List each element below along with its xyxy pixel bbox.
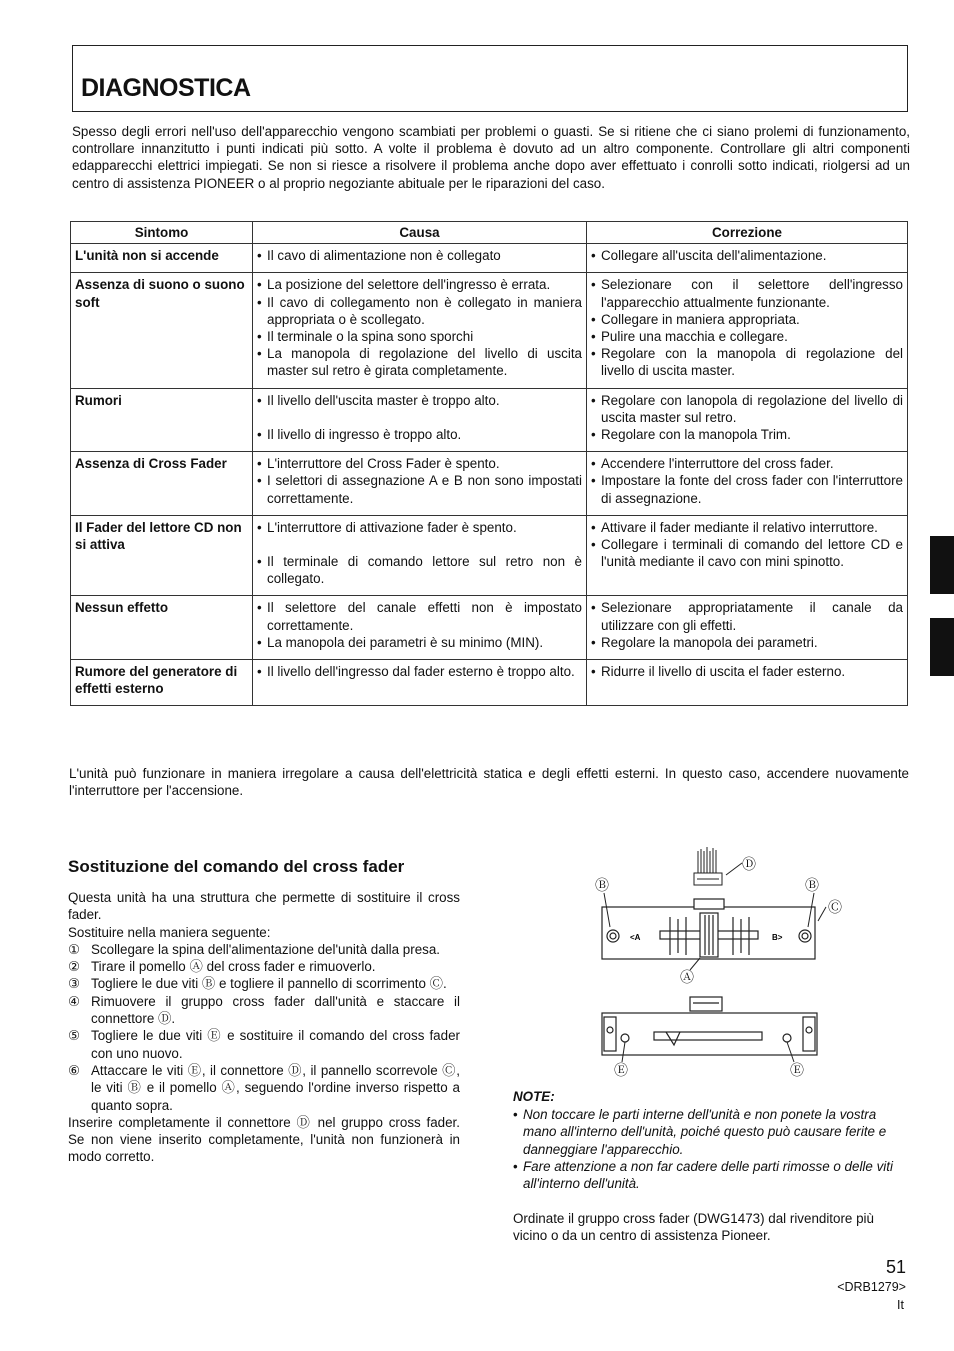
cause-cell [253, 388, 587, 452]
table-header-row [71, 222, 908, 244]
fix-item: • Impostare la fonte del cross fader con l'interruttore di assegnazione. [591, 472, 903, 506]
fix-item: • Regolare con la manopola di regolazione del livello di uscita master. [591, 345, 903, 379]
label-c: Ⓒ [828, 899, 842, 915]
section-outro: Inserire completamente il connettore Ⓓ nel gruppo cross fader. Se non viene inserito completamente, l'unità non funzionerà in modo corretto. [68, 1114, 460, 1165]
note-list [513, 1106, 907, 1192]
section-intro: Questa unità ha una struttura che permette di sostituire il cross fader. [68, 890, 460, 923]
section-tab-marker [930, 536, 954, 594]
cause-cell [253, 515, 587, 596]
order-paragraph: Ordinate il gruppo cross fader (DWG1473) dal rivenditore più vicino o da un centro di assistenza Pioneer. [513, 1211, 874, 1244]
table-row [71, 273, 908, 388]
fix-item: • Regolare con lanopola di regolazione del livello di uscita master sul retro. [591, 392, 903, 426]
fix-item: • Selezionare con il selettore dell'ingresso l'apparecchio attualmente funzionante. [591, 276, 903, 310]
table-row [71, 388, 908, 452]
fix-item: • Regolare la manopola dei parametri. [591, 634, 903, 651]
symptom-cell: Assenza di suono o suono soft [71, 273, 253, 388]
step-number: ⑤ [68, 1028, 81, 1044]
intro-paragraph: Spesso degli errori nell'uso dell'apparecchio vengono scambiati per problemi o guasti. Se si ritiene che ci siano prolemi di funzionamento, controllare innanzitutto i punti indicati più sotto. A volte il problema è dovuto ad un altro componente. Controllare gli altri componenti edapparecchi elettrici impiegati. Se non si riesce a risolvere il problema anche dopo aver effettuato i conrolli sotto indicati, riolgersi ad un centro di assistenza PIONEER o al proprio negoziante abituale per le riparazioni del caso. [72, 124, 910, 191]
steps-list [68, 941, 460, 1114]
fix-cell [587, 515, 908, 596]
step-number: ① [68, 941, 81, 957]
step-text: Attaccare le viti Ⓔ, il connettore Ⓓ, il pannello scorrevole Ⓒ, le viti Ⓑ e il pomello Ⓐ, seguendo l'ordine inverso rispetto a quanto sopra. [91, 1062, 460, 1113]
cause-item: • Il livello dell'ingresso dal fader esterno è troppo alto. [257, 663, 582, 680]
table-row [71, 660, 908, 706]
cause-item: • Il selettore del canale effetti non è impostato correttamente. [257, 599, 582, 633]
slot-label-b: B> [772, 933, 783, 942]
table-row [71, 244, 908, 273]
step-text: Togliere le due viti Ⓑ e togliere il pannello di scorrimento Ⓒ. [91, 976, 447, 992]
section-tab-marker [930, 618, 954, 676]
label-b-right: Ⓑ [805, 877, 819, 893]
header-cause: Causa [253, 222, 587, 244]
step-item [68, 958, 460, 975]
step-text: Tirare il pomello Ⓐ del cross fader e rimuoverlo. [91, 959, 376, 975]
cause-cell [253, 273, 587, 388]
instructions-column [68, 889, 460, 1166]
symptom-cell: Assenza di Cross Fader [71, 452, 253, 516]
fix-cell [587, 596, 908, 660]
fix-item: • Selezionare appropriatamente il canale da utilizzare con gli effetti. [591, 599, 903, 633]
step-item [68, 993, 460, 1028]
label-b-left: Ⓑ [595, 877, 609, 893]
fix-item: • Collegare i terminali di comando del lettore CD e l'unità mediante il cavo con mini spinotto. [591, 536, 903, 570]
cause-item: • Il cavo di alimentazione non è collegato [257, 247, 582, 264]
label-d: Ⓓ [742, 856, 756, 872]
header-symptom: Sintomo [71, 222, 253, 244]
fix-item: • Regolare con la manopola Trim. [591, 426, 903, 443]
symptom-cell: Nessun effetto [71, 596, 253, 660]
cause-item: • L'interruttore del Cross Fader è spento. [257, 455, 582, 472]
cause-item: • Il terminale o la spina sono sporchi [257, 328, 582, 345]
cause-item: • La manopola di regolazione del livello di uscita master sul retro è girata completamente. [257, 345, 582, 379]
diagnostics-table [70, 221, 908, 706]
label-e-right: Ⓔ [790, 1062, 804, 1078]
section-intro-2: Sostituire nella maniera seguente: [68, 924, 271, 940]
note-block [513, 1088, 907, 1192]
table-row [71, 596, 908, 660]
step-number: ③ [68, 976, 81, 992]
title-box [72, 45, 908, 112]
section-title: Sostituzione del comando del cross fader [68, 857, 405, 876]
step-number: ④ [68, 993, 81, 1009]
symptom-cell: L'unità non si accende [71, 244, 253, 273]
cause-cell [253, 452, 587, 516]
cause-item: • L'interruttore di attivazione fader è spento. [257, 519, 582, 536]
cross-fader-diagram [590, 845, 840, 1085]
document-code: <DRB1279> [837, 1280, 906, 1294]
fader-assembly [602, 997, 817, 1055]
cause-item: • I selettori di assegnazione A e B non sono impostati correttamente. [257, 472, 582, 506]
note-title: NOTE: [513, 1089, 555, 1104]
cause-item: • La manopola dei parametri è su minimo (MIN). [257, 634, 582, 651]
page-number: 51 [885, 1257, 906, 1277]
static-note-paragraph: L'unità può funzionare in maniera irregolare a causa dell'elettricità statica e degli effetti esterni. In questo caso, accendere nuovamente l'interruttore per l'accensione. [69, 766, 909, 798]
slot-label-a: <A [630, 933, 641, 942]
fix-item: • Pulire una macchia e collegare. [591, 328, 903, 345]
fix-item: • Collegare in maniera appropriata. [591, 311, 903, 328]
label-e-left: Ⓔ [614, 1062, 628, 1078]
step-number: ⑥ [68, 1062, 81, 1078]
page-title: DIAGNOSTICA [81, 74, 251, 102]
symptom-cell: Rumore del generatore di effetti esterno [71, 660, 253, 706]
cause-item: • La posizione del selettore dell'ingresso è errata. [257, 276, 582, 293]
step-text: Rimuovere il gruppo cross fader dall'unità e staccare il connettore Ⓓ. [91, 993, 460, 1027]
fix-item: • Collegare all'uscita dell'alimentazione. [591, 247, 903, 264]
cause-item: • Il cavo di collegamento non è collegato in maniera appropriata o è scollegato. [257, 294, 582, 328]
cause-cell [253, 660, 587, 706]
fix-cell [587, 388, 908, 452]
symptom-cell: Rumori [71, 388, 253, 452]
cause-item: • Il terminale di comando lettore sul retro non è collegato. [257, 553, 582, 587]
cause-item: • Il livello di ingresso è troppo alto. [257, 426, 582, 443]
header-fix: Correzione [587, 222, 908, 244]
note-item: • Fare attenzione a non far cadere delle parti rimosse o delle viti all'interno dell'unità. [513, 1158, 907, 1192]
step-item [68, 941, 460, 958]
fix-item: • Ridurre il livello di uscita el fader esterno. [591, 663, 903, 680]
fix-cell [587, 660, 908, 706]
symptom-cell: Il Fader del lettore CD non si attiva [71, 515, 253, 596]
table-row [71, 515, 908, 596]
fix-item: • Accendere l'interruttore del cross fader. [591, 455, 903, 472]
table-row [71, 452, 908, 516]
fix-cell [587, 273, 908, 388]
fix-cell [587, 244, 908, 273]
step-item [68, 1027, 460, 1062]
note-item: • Non toccare le parti interne dell'unità e non ponete la vostra mano all'interno dell'unità, poiché questo può causare ferite e danneggiare l'apparecchio. [513, 1106, 907, 1158]
language-code: It [897, 1298, 904, 1312]
fix-cell [587, 452, 908, 516]
label-a: Ⓐ [680, 969, 694, 985]
fix-item: • Attivare il fader mediante il relativo interruttore. [591, 519, 903, 536]
step-item [68, 1062, 460, 1114]
step-text: Scollegare la spina dell'alimentazione del'unità dalla presa. [91, 941, 441, 957]
step-number: ② [68, 959, 81, 975]
step-text: Togliere le due viti Ⓔ e sostituire il comando del cross fader con uno nuovo. [91, 1028, 460, 1061]
step-item [68, 975, 460, 992]
slide-panel [602, 899, 815, 959]
cause-cell [253, 596, 587, 660]
cause-cell [253, 244, 587, 273]
cause-item: • Il livello dell'uscita master è troppo alto. [257, 392, 582, 409]
connector-top [694, 847, 722, 885]
